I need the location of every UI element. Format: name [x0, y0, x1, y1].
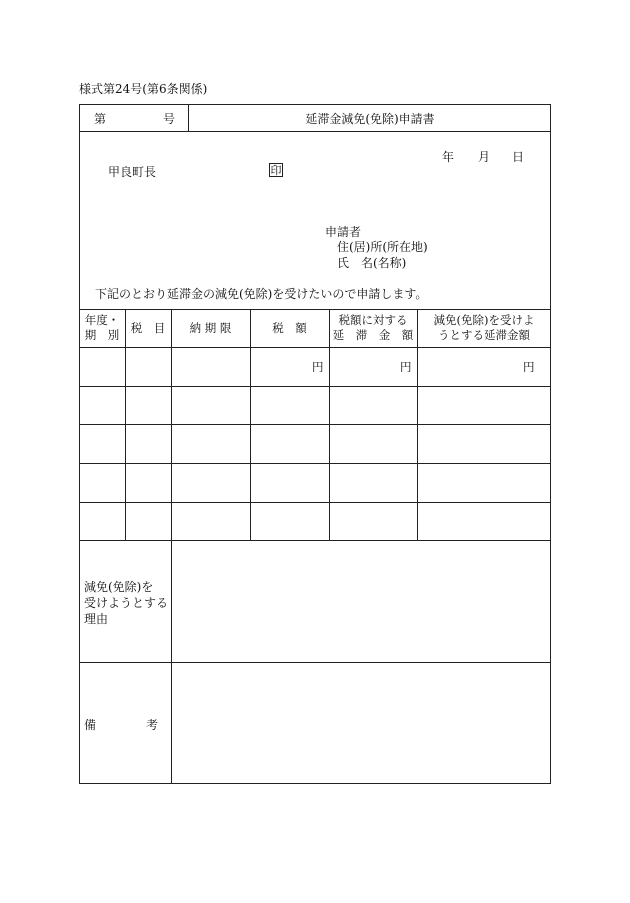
- document-title: 延滞金減免(免除)申請書: [305, 112, 435, 126]
- date-month: 月: [478, 150, 491, 164]
- header-year-period: 年度・ 期 別: [84, 313, 120, 342]
- header-late-fee: 税額に対する 延 滞 金 額: [332, 313, 414, 342]
- table-top-line: [79, 309, 551, 310]
- form-number-label: 様式第24号(第6条関係): [79, 82, 208, 96]
- addressee: 甲良町長: [108, 165, 157, 179]
- title-row-bottom: [79, 131, 551, 132]
- yen-unit-tax: 円: [312, 360, 324, 374]
- header-due-date: 納 期 限: [189, 321, 232, 335]
- table-row-line: [79, 463, 551, 464]
- table-row-line: [79, 424, 551, 425]
- remarks-label-1: 備: [84, 718, 97, 732]
- applicant-label: 申請者: [325, 225, 362, 239]
- table-row-line: [79, 502, 551, 503]
- table-bottom-line: [79, 540, 551, 541]
- number-suffix: 号: [163, 112, 176, 126]
- header-reduction-amount: 減免(免除)を受けよ うとする延滞金額: [433, 313, 535, 342]
- applicant-address-label: 住(居)所(所在地): [337, 240, 428, 254]
- yen-unit-late-fee: 円: [400, 360, 412, 374]
- reason-bottom-line: [79, 662, 551, 663]
- request-statement: 下記のとおり延滞金の減免(免除)を受けたいので申請します。: [95, 287, 428, 301]
- remarks-label-2: 考: [146, 718, 159, 732]
- table-col-line: [417, 309, 418, 540]
- table-col-line: [250, 309, 251, 540]
- header-tax-item: 税 目: [130, 321, 166, 335]
- yen-unit-reduction: 円: [523, 360, 535, 374]
- seal-mark: 印: [270, 164, 282, 177]
- table-col-line-long: [171, 309, 172, 784]
- table-col-line: [125, 309, 126, 540]
- table-col-line: [329, 309, 330, 540]
- number-prefix: 第: [94, 112, 107, 126]
- date-day: 日: [512, 150, 525, 164]
- table-row-line: [79, 386, 551, 387]
- table-header-bottom: [79, 347, 551, 348]
- date-year: 年: [442, 150, 455, 164]
- title-row-divider: [188, 104, 189, 132]
- header-tax-amount: 税 額: [272, 321, 307, 335]
- applicant-name-label: 氏 名(名称): [337, 256, 407, 270]
- reason-label: 減免(免除)を 受けようとする 理由: [84, 580, 169, 626]
- application-form-frame: [79, 104, 551, 784]
